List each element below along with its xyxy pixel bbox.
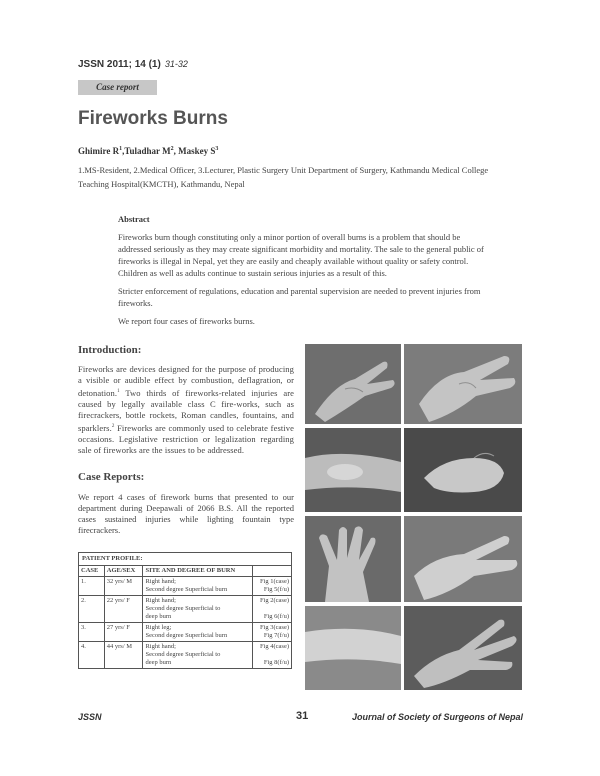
table-row	[79, 642, 292, 669]
intro-text-part: Two thirds of fireworks-related injuries are caused by legally available class C fire-works, such as firecrackers, bottle rockets, Roman candles, fountains, and sparklers.	[78, 387, 294, 433]
column-header	[252, 566, 291, 577]
figure-ref: Fig 6(f/u)	[263, 613, 289, 620]
age-sex: 44 yrs/ M	[104, 642, 143, 669]
table-row	[79, 623, 292, 642]
burn-site-line: deep burn	[145, 659, 172, 666]
case-reports-text: We report 4 cases of firework burns that presented to our department during Deepawali of 2066 B.S. All the reported cases sustained injuries while lighting fountain type firecrackers.	[78, 492, 294, 535]
age-sex: 27 yrs/ F	[104, 623, 143, 642]
abstract-heading: Abstract	[118, 214, 150, 224]
case-number: 2.	[79, 596, 105, 623]
figure-photo-leg-followup	[305, 606, 401, 690]
author-affiliation-mark: 2	[170, 146, 174, 152]
article-type-badge: Case report	[78, 80, 157, 95]
journal-reference	[78, 59, 188, 70]
case-reports-heading: Case Reports:	[78, 471, 145, 483]
abstract-block	[118, 213, 490, 333]
figure-photo-hand-case	[404, 344, 522, 424]
burn-site-line: deep burn	[145, 613, 172, 620]
figure-ref: Fig 8(f/u)	[263, 659, 289, 666]
affiliations: 1.MS-Resident, 2.Medical Officer, 3.Lecturer, Plastic Surgery Unit Department of Surgery, Kathmandu Medical College Teaching Hospital(KMCTH), Kathmandu, Nepal	[78, 165, 489, 189]
table-header-row	[79, 566, 292, 577]
figure-refs	[252, 642, 291, 669]
introduction-text	[78, 364, 294, 456]
burn-site	[143, 623, 252, 642]
burn-site	[143, 596, 252, 623]
reference-mark: 1	[117, 389, 120, 394]
figure-photo-hand-case	[404, 428, 522, 512]
figure-photo-hand-followup	[404, 606, 522, 690]
burn-site-line: Second degree Superficial burn	[145, 586, 228, 593]
intro-text-part: Fireworks are devices designed for the purpose of producing a visible or audible effect by combustion, deflagration, or detonation.	[78, 364, 294, 398]
burn-site-line: Right hand;	[145, 643, 176, 650]
burn-site-line: Right hand;	[145, 578, 176, 585]
abstract-paragraph: Stricter enforcement of regulations, education and parental supervision are needed to prevent injuries from fireworks.	[118, 286, 481, 308]
case-number: 4.	[79, 642, 105, 669]
page-number: 31	[296, 710, 309, 722]
page-range: 31-32	[164, 59, 188, 69]
journal-volume: JSSN 2011; 14 (1)	[78, 59, 161, 70]
column-header: SITE AND DEGREE OF BURN	[143, 566, 252, 577]
author-name: Tuladhar M	[124, 146, 171, 156]
patient-profile-table	[78, 552, 292, 669]
burn-site-line: Second degree Superficial to	[145, 651, 221, 658]
figure-refs	[252, 596, 291, 623]
figure-photo-hand-case	[305, 344, 401, 424]
figure-ref: Fig 7(f/u)	[263, 632, 289, 639]
footer-journal-name: Journal of Society of Surgeons of Nepal	[352, 712, 524, 722]
burn-site-line: Right leg;	[145, 624, 172, 631]
abstract-paragraph: Fireworks burn though constituting only a minor portion of overall burns is a problem that should be addressed seriously as they may create significant morbidity and mortality. The sale to the general public of fireworks is illegal in Nepal, yet they are easily and cheaply available without quality or safety control. Children as well as adults continue to sustain serious injuries as a result of this.	[118, 232, 484, 278]
reference-mark: 2	[111, 423, 115, 429]
footer-journal-abbrev: JSSN	[78, 712, 102, 722]
author-affiliation-mark: 1	[119, 146, 123, 152]
author-list: Ghimire $R^1,Tuladhar$ $M^2$, Maskey $S^3$	[78, 146, 219, 156]
burn-site-line: Right hand;	[145, 597, 176, 604]
table-caption: PATIENT PROFILE:	[79, 553, 292, 566]
author-affiliation-mark: 3	[215, 146, 219, 152]
table-row	[79, 596, 292, 623]
figure-photo-hand-followup	[305, 516, 401, 602]
author-name: Ghimire R	[78, 146, 120, 156]
burn-site-line: Second degree Superficial burn	[145, 632, 228, 639]
figure-ref: Fig 5(f/u)	[263, 586, 289, 593]
burn-site	[143, 642, 252, 669]
case-number: 3.	[79, 623, 105, 642]
article-title: Fireworks Burns	[78, 108, 228, 129]
burn-site-line: Second degree Superficial to	[145, 605, 221, 612]
column-header: CASE	[79, 566, 105, 577]
table-caption-row	[79, 553, 292, 566]
introduction-heading: Introduction:	[78, 344, 142, 356]
figure-refs	[252, 577, 291, 596]
author-name: Maskey S	[178, 146, 216, 156]
abstract-paragraph: We report four cases of fireworks burns.	[118, 316, 255, 326]
age-sex: 22 yrs/ F	[104, 596, 143, 623]
figure-photo-hand-followup	[404, 516, 522, 602]
figure-ref: Fig 1(case)	[259, 578, 289, 585]
age-sex: 32 yrs/ M	[104, 577, 143, 596]
table-row	[79, 577, 292, 596]
intro-text-part: Fireworks are commonly used to celebrate festive occasions. Legislative restriction or legalization regarding sale of fireworks are the issues to be addressed.	[78, 422, 294, 455]
case-number: 1.	[79, 577, 105, 596]
figure-photo-leg-case	[305, 428, 401, 512]
figure-ref: Fig 3(case)	[259, 624, 289, 631]
figure-ref: Fig 4(case)	[259, 643, 289, 650]
figure-refs	[252, 623, 291, 642]
column-header: AGE/SEX	[104, 566, 143, 577]
burn-site	[143, 577, 252, 596]
figure-ref: Fig 2(case)	[259, 597, 289, 604]
